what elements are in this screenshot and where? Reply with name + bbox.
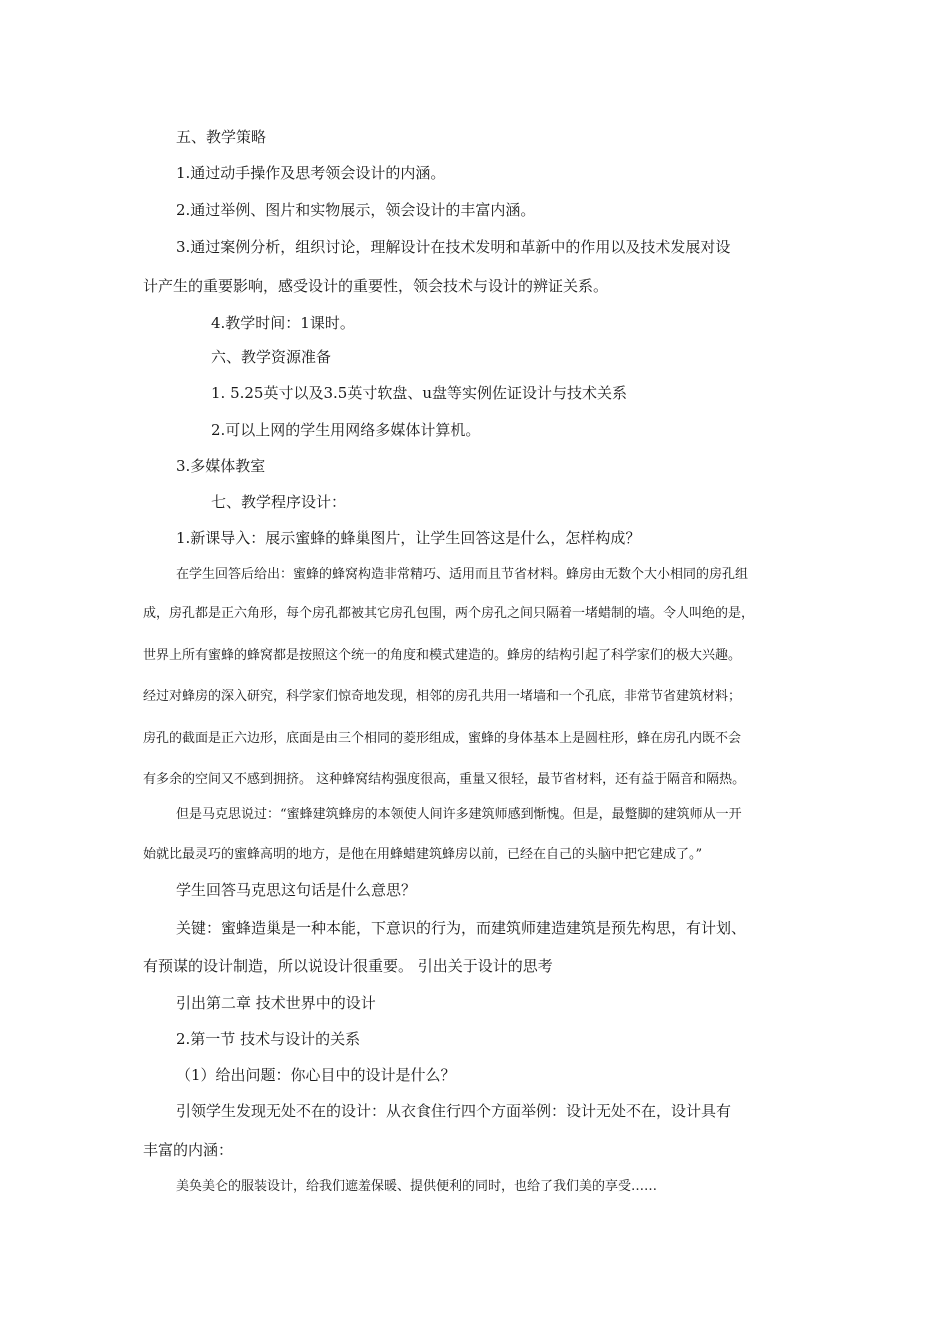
paragraph-honeycomb-line-1: 在学生回答后给出：蜜蜂的蜂窝构造非常精巧、适用而且节省材料。蜂房由无数个大小相同的房孔组	[176, 567, 749, 582]
section-heading-teaching-strategy: 五、教学策略	[176, 128, 267, 146]
strategy-item-2: 2.通过举例、图片和实物展示，领会设计的丰富内涵。	[176, 201, 536, 219]
key-point-line-1: 关键：蜜蜂造巢是一种本能，下意识的行为，而建筑师建造建筑是预先构思，有计划、	[176, 919, 747, 937]
procedure-item-1: 1.新课导入：展示蜜蜂的蜂巢图片，让学生回答这是什么，怎样构成？	[176, 529, 641, 547]
student-question: 学生回答马克思这句话是什么意思？	[176, 881, 417, 899]
clothing-design-example: 美奂美仑的服装设计，给我们遮羞保暖、提供便利的同时，也给了我们美的享受……	[176, 1179, 658, 1194]
question-1: （1）给出问题：你心目中的设计是什么？	[176, 1066, 456, 1084]
teaching-time: 4.教学时间：1课时。	[211, 314, 355, 332]
design-everywhere-line-2: 丰富的内涵：	[143, 1141, 234, 1159]
strategy-item-1: 1.通过动手操作及思考领会设计的内涵。	[176, 164, 446, 182]
section-heading-resources: 六、教学资源准备	[211, 348, 332, 366]
marx-quote-line-1: 但是马克思说过：“蜜蜂建筑蜂房的本领使人间许多建筑师感到惭愧。但是，最蹩脚的建筑师从一开	[176, 807, 742, 822]
paragraph-honeycomb-line-2: 成，房孔都是正六角形，每个房孔都被其它房孔包围，两个房孔之间只隔着一堵蜡制的墙。令人叫绝的是，	[143, 606, 755, 621]
paragraph-honeycomb-line-3: 世界上所有蜜蜂的蜂窝都是按照这个统一的角度和模式建造的。蜂房的结构引起了科学家们的极大兴趣。	[143, 648, 742, 663]
resource-item-2: 2.可以上网的学生用网络多媒体计算机。	[211, 421, 481, 439]
marx-quote-line-2: 始就比最灵巧的蜜蜂高明的地方，是他在用蜂蜡建筑蜂房以前，已经在自己的头脑中把它建成了。”	[143, 847, 703, 862]
paragraph-honeycomb-line-6: 有多余的空间又不感到拥挤。 这种蜂窝结构强度很高，重量又很轻，最节省材料，还有益于隔音和隔热。	[143, 772, 746, 787]
paragraph-honeycomb-line-5: 房孔的截面是正六边形，底面是由三个相同的菱形组成，蜜蜂的身体基本上是圆柱形，蜂在房孔内既不会	[143, 731, 742, 746]
resource-item-3: 3.多媒体教室	[176, 457, 266, 475]
section-one-title: 2.第一节 技术与设计的关系	[176, 1030, 361, 1048]
section-heading-procedure: 七、教学程序设计：	[211, 493, 347, 511]
chapter-intro: 引出第二章 技术世界中的设计	[176, 994, 376, 1012]
paragraph-honeycomb-line-4: 经过对蜂房的深入研究，科学家们惊奇地发现，相邻的房孔共用一堵墙和一个孔底，非常节省建筑材料；	[143, 689, 742, 704]
key-point-line-2: 有预谋的设计制造，所以说设计很重要。 引出关于设计的思考	[143, 957, 553, 975]
strategy-item-3-line-2: 计产生的重要影响，感受设计的重要性，领会技术与设计的辨证关系。	[143, 277, 609, 295]
resource-item-1: 1. 5.25英寸以及3.5英寸软盘、u盘等实例佐证设计与技术关系	[211, 384, 627, 402]
strategy-item-3-line-1: 3.通过案例分析，组织讨论，理解设计在技术发明和革新中的作用以及技术发展对设	[176, 238, 731, 256]
design-everywhere-line-1: 引领学生发现无处不在的设计：从衣食住行四个方面举例：设计无处不在，设计具有	[176, 1102, 732, 1120]
